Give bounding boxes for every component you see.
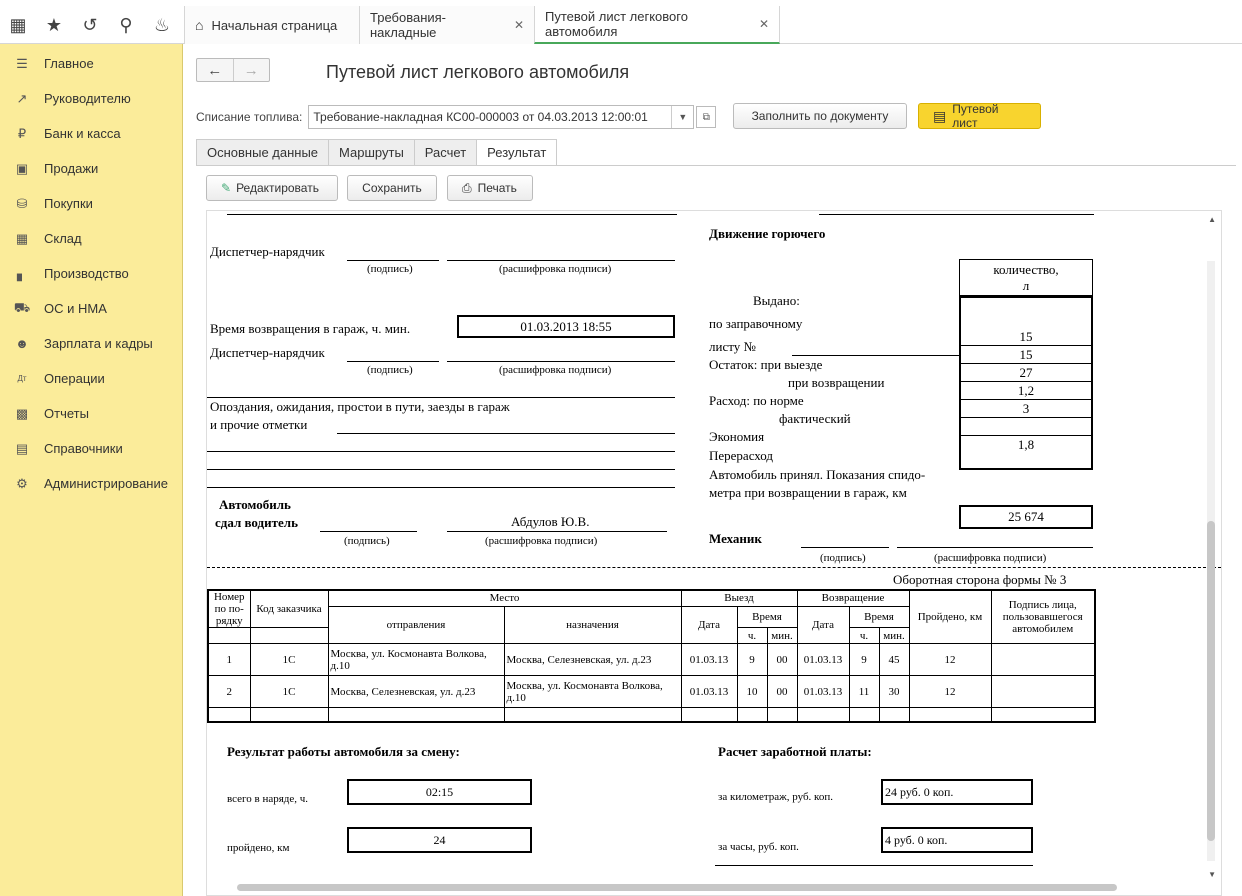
close-icon[interactable]: ✕ [513,18,524,32]
fill-by-document-button[interactable]: Заполнить по документу [733,103,907,129]
signature-caption: (подпись) [820,552,866,564]
sidebar-item-reports[interactable]: ▩ Отчеты [15,405,89,421]
dispatcher-label-2: Диспетчер-нарядчик [210,345,325,360]
sidebar-item-production[interactable]: ▖ Производство [0,256,182,291]
return-time-label: Время возвращения в гараж, ч. мин. [210,321,411,336]
per-hour-label: за часы, руб. коп. [718,841,799,853]
fuel-overrun-value: 1,8 [1017,437,1035,452]
fuel-economy-value [961,418,1091,436]
scroll-up-icon[interactable]: ▲ [1208,215,1216,224]
qty-header: количество, л [959,259,1093,296]
col-return: Возвращение [797,590,909,606]
odometer-field: 25 674 [959,505,1093,529]
warehouse-icon: ▦ [15,230,29,246]
dt-kt-icon: Дт [17,374,27,383]
bar-chart-icon: ▩ [15,405,29,421]
nav-buttons [196,58,270,82]
waybill-button[interactable]: ▤ Путевой лист [918,103,1041,129]
salary-title: Расчет заработной платы: [718,744,872,759]
col-km: Пройдено, км [909,590,991,644]
sidebar [0,44,183,896]
sidebar-item-sales[interactable]: ▣ Продажи [15,160,99,176]
reverse-side-title: Оборотная сторона формы № 3 [893,572,1067,587]
col-ret-min: мин. [879,628,909,644]
issued-label: Выдано: [753,293,800,308]
rest-return-label: при возвращении [788,375,885,390]
fuel-writeoff-select[interactable]: Требование-накладная КС00-000003 от 04.03.2013 12:00:01 ▼ [308,105,694,129]
accepted-label: Автомобиль принял. Показания спидо- [709,467,926,482]
print-button[interactable]: ⎙ Печать [447,175,533,201]
pencil-icon: ✎ [221,181,232,195]
forward-arrow-icon[interactable]: → [233,59,270,81]
col-dep-min: мин. [767,628,797,644]
horizontal-scroll-thumb[interactable] [237,884,1117,891]
cart-icon: ⛁ [16,195,28,211]
tab-requisitions[interactable]: Требования-накладные ✕ [359,6,535,44]
bag-icon: ▣ [15,160,29,176]
col-dep-time: Время [737,606,797,628]
sidebar-item-operations[interactable]: Дт Операции [0,361,182,396]
overrun-label: Перерасход [709,448,774,463]
fuel-issued-value: 15 [961,298,1091,346]
tab-home[interactable]: ⌂ Начальная страница [184,6,360,44]
search-icon[interactable]: ⚲ [119,14,133,35]
economy-label: Экономия [709,429,765,444]
col-departure: Выезд [681,590,797,606]
table-row [208,708,1095,722]
open-document-icon[interactable]: ⧉ [696,106,716,128]
signature-caption: (подпись) [367,263,413,275]
signature-caption: (подпись) [344,535,390,547]
delays-label: Опоздания, ожидания, простои в пути, заезды в гараж [210,399,510,414]
per-km-field: 24 руб. 0 коп. [881,779,1033,805]
tab-divider [196,165,1236,166]
fuel-actual-value: 3 [961,400,1091,418]
back-arrow-icon[interactable]: ← [207,61,223,79]
home-icon: ⌂ [195,17,204,33]
signature-caption: (подпись) [367,364,413,376]
sidebar-item-salary[interactable]: ☻ Зарплата и кадры [15,336,153,351]
signature-decode-caption: (расшифровка подписи) [499,364,612,376]
car-handed-label: Автомобиль [219,497,291,512]
rest-out-label: Остаток: при выезде [709,357,823,372]
tab-routes[interactable]: Маршруты [328,139,415,166]
norm-label: Расход: по норме [709,393,804,408]
col-dep-h: ч. [737,628,767,644]
gear-icon: ⚙ [16,475,28,491]
book-icon: ▤ [15,440,29,456]
sidebar-item-catalogs[interactable]: ▤ Справочники [15,440,123,456]
apps-grid-icon[interactable]: ▦ [9,14,27,35]
star-icon[interactable]: ★ [45,14,63,35]
fuel-values-box [959,296,1093,470]
sidebar-item-admin[interactable]: ⚙ Администрирование [0,466,182,501]
col-place: Место [328,590,681,606]
sidebar-item-manager[interactable]: ↗ Руководителю [0,81,182,116]
col-num: Номер по по- рядку [208,590,250,628]
history-icon[interactable]: ↺ [82,14,98,35]
signature-decode-caption: (расшифровка подписи) [485,535,598,547]
sidebar-item-purchases[interactable]: ⛁ Покупки [0,186,182,221]
report-icon: ▤ [933,107,947,124]
trend-icon: ↗ [16,90,28,106]
col-ret-time: Время [849,606,909,628]
edit-button[interactable]: ✎ Редактировать [206,175,338,201]
vertical-scroll-thumb[interactable] [1207,521,1215,841]
col-dep-date: Дата [681,606,737,644]
car-handed-label-2: сдал водитель [215,515,298,530]
signature-decode-caption: (расшифровка подписи) [934,552,1047,564]
driver-name: Абдулов Ю.В. [511,514,590,529]
fuel-writeoff-row [196,104,716,130]
tab-waybill[interactable]: Путевой лист легкового автомобиля ✕ [534,6,780,44]
col-code: Код заказчика [250,590,328,628]
menu-icon: ☰ [16,55,28,71]
km-field: 24 [347,827,532,853]
sidebar-item-assets[interactable]: ⛟ ОС и НМА [13,299,107,316]
page-title: Путевой лист легкового автомобиля [326,62,630,82]
save-button[interactable]: Сохранить [347,175,437,201]
truck-icon: ⛟ [13,299,31,315]
form-tabs [196,139,556,166]
dispatcher-label: Диспетчер-нарядчик [210,244,325,259]
sidebar-item-main[interactable]: ☰ Главное [0,46,182,81]
result-title: Результат работы автомобиля за смену: [227,744,460,759]
scroll-down-icon[interactable]: ▼ [1208,870,1216,879]
sidebar-item-bank[interactable]: ₽ Банк и касса [0,116,182,151]
window-tabs [184,6,779,44]
sidebar-item-warehouse[interactable]: ▦ Склад [15,230,82,246]
form-separator [207,567,1221,568]
signature-decode-caption: (расшифровка подписи) [499,263,612,275]
top-icons [0,6,183,44]
per-hour-field: 4 руб. 0 коп. [881,827,1033,853]
per-km-label: за километраж, руб. коп. [718,791,833,803]
ruble-icon: ₽ [17,125,27,141]
table-row: 1 1С Москва, ул. Космонавта Волкова, д.10 Москва, Селезневская, ул. д.23 01.03.13 9 00 01.03.13 9 45 12 [208,644,1095,676]
chevron-down-icon[interactable]: ▼ [671,106,693,128]
fuel-norm-value: 1,2 [961,382,1091,400]
col-to: назначения [504,606,681,644]
total-hours-field: 02:15 [347,779,532,805]
mechanic-label: Механик [709,531,762,546]
bell-icon[interactable]: ♨ [153,14,171,35]
accepted-label-2: метра при возвращении в гараж, км [709,485,907,500]
printer-icon: ⎙ [462,180,472,195]
table-row: 2 1С Москва, Селезневская, ул. д.23 Москва, ул. Космонавта Волкова, д.10 01.03.13 10 00 01.03.13 11 30 12 [208,676,1095,708]
by-station-label: по заправочному [709,316,803,331]
spreadsheet-document[interactable] [206,210,1222,896]
tab-calc[interactable]: Расчет [414,139,477,166]
factory-icon: ▖ [17,265,27,281]
person-icon: ☻ [15,336,29,351]
col-from: отправления [328,606,504,644]
routes-table [207,589,1096,723]
fuel-writeoff-label: Списание топлива: [196,110,303,124]
actual-label: фактический [779,411,851,426]
tab-result[interactable]: Результат [476,139,557,166]
main-area [184,44,1242,896]
tab-main-data[interactable]: Основные данные [196,139,329,166]
close-icon[interactable]: ✕ [758,17,769,31]
return-time-field: 01.03.2013 18:55 [457,315,675,338]
top-bar [0,0,1242,44]
by-station-label-2: листу № [709,339,756,354]
km-label: пройдено, км [227,842,290,854]
delays-label-2: и прочие отметки [210,417,308,432]
col-sign: Подпись лица, пользовавшегося автомобилем [991,590,1095,644]
fuel-movement-title: Движение горючего [709,226,826,241]
col-ret-h: ч. [849,628,879,644]
fuel-rest-return-value: 27 [961,364,1091,382]
fuel-rest-out-value: 15 [961,346,1091,364]
col-ret-date: Дата [797,606,849,644]
total-hours-label: всего в наряде, ч. [227,793,309,805]
